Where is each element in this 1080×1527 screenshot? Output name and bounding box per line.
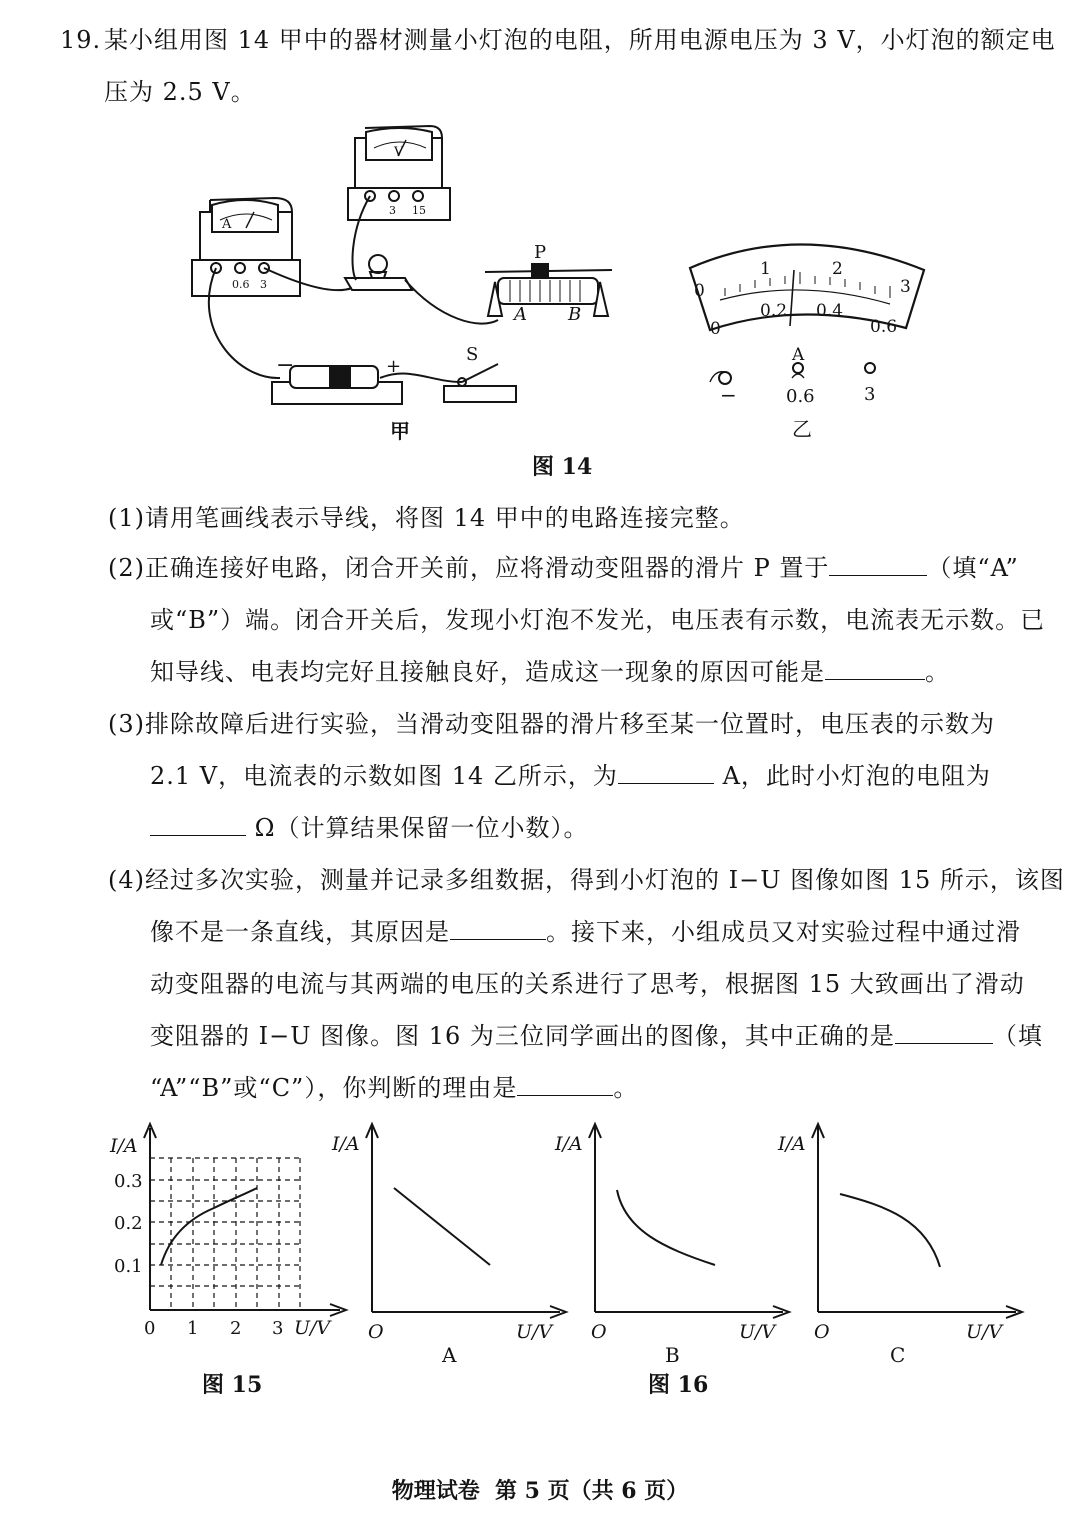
dial-terminal-3: 3 [864, 384, 876, 405]
fig16b-origin: O [591, 1321, 607, 1343]
fig16c-origin: O [814, 1321, 830, 1343]
fig15-y-tick-02: 0.2 [114, 1213, 143, 1234]
fig15-y-label: I/A [110, 1135, 138, 1157]
dial-terminal-minus: − [720, 383, 737, 407]
part-4-text-4a: 变阻器的 I−U 图像。图 16 为三位同学画出的图像，其中正确的是 [150, 1022, 895, 1050]
fig16c-y-label: I/A [778, 1133, 806, 1155]
part-4-text-5a: “A”“B”或“C”），你判断的理由是 [150, 1074, 518, 1102]
part-3-text-2a: 2.1 V，电流表的示数如图 14 乙所示，为 [150, 762, 618, 790]
part-4-line-5 [150, 1072, 638, 1104]
part-3-text-3b: Ω（计算结果保留一位小数）。 [254, 814, 589, 842]
part-4-line-2 [150, 916, 1021, 948]
dial-bottom-04: 0.4 [816, 301, 844, 321]
part-1: (1)请用笔画线表示导线，将图 14 甲中的电路连接完整。 [108, 504, 745, 532]
dial-bottom-02: 0.2 [760, 301, 788, 321]
part-2-text-1b: （填“A” [927, 554, 1019, 582]
part-4-line-1: (4)经过多次实验，测量并记录多组数据，得到小灯泡的 I−U 图像如图 15 所示，该图 [108, 866, 1065, 894]
part-4-line-3: 动变阻器的电流与其两端的电压的关系进行了思考，根据图 15 大致画出了滑动 [150, 970, 1025, 998]
part-4-line-4 [150, 1020, 1043, 1052]
voltmeter-terminal-3: 3 [389, 204, 396, 217]
answer-blank-3a[interactable] [618, 761, 714, 784]
part-4-text-2b: 。接下来，小组成员又对实验过程中通过滑 [546, 918, 1021, 946]
answer-blank-4b[interactable] [895, 1021, 993, 1044]
voltmeter-terminal-15: 15 [412, 204, 426, 217]
ammeter-dial [690, 244, 924, 384]
lamp [345, 255, 412, 290]
part-2-text-3b: 。 [925, 658, 950, 686]
figure-14 [180, 120, 960, 450]
fig16b-y-label: I/A [555, 1133, 583, 1155]
rheostat-end-a: A [514, 304, 527, 325]
switch-label-s: S [466, 344, 479, 365]
question-number: 19. [60, 26, 102, 54]
figure-16-panel-c [776, 1120, 1026, 1370]
part-4-text-2a: 像不是一条直线，其原因是 [150, 918, 450, 946]
dial-top-3: 3 [900, 277, 911, 297]
curve-c [840, 1194, 940, 1267]
fig15-x-tick-2: 2 [230, 1318, 242, 1339]
fig16-panel-label-a: A [442, 1343, 457, 1367]
dial-terminal-06: 0.6 [786, 386, 815, 407]
figure-14-caption: 图 14 [532, 454, 593, 480]
figure-15-caption: 图 15 [202, 1372, 263, 1398]
fig16c-x-label: U/V [966, 1321, 1003, 1343]
figure-16-panel-a [330, 1120, 570, 1370]
curve-a [394, 1188, 490, 1265]
dial-top-2: 2 [832, 259, 843, 279]
label-jia: 甲 [390, 419, 410, 443]
answer-blank-4c[interactable] [517, 1073, 613, 1096]
answer-blank-2b[interactable] [825, 657, 925, 680]
lamp-iu-curve [161, 1188, 257, 1265]
question-stem-line-2: 压为 2.5 V。 [104, 78, 256, 106]
dial-top-0: 0 [694, 281, 705, 301]
part-3-line-3 [150, 812, 589, 844]
fig15-y-tick-03: 0.3 [114, 1171, 143, 1192]
fig16a-x-label: U/V [516, 1321, 553, 1343]
ammeter-terminal-06: 0.6 [232, 278, 250, 291]
page-footer: 物理试卷 第 5 页（共 6 页） [391, 1478, 689, 1504]
answer-blank-3b[interactable] [150, 813, 246, 836]
part-2-line-1 [108, 552, 1019, 584]
part-3-line-2 [150, 760, 991, 792]
dial-bottom-06: 0.6 [870, 317, 898, 337]
fig16-panel-label-c: C [890, 1343, 906, 1367]
dial-top-1: 1 [760, 259, 771, 279]
fig15-x-tick-0: 0 [144, 1318, 156, 1339]
answer-blank-4a[interactable] [450, 917, 546, 940]
fig15-x-tick-3: 3 [272, 1318, 284, 1339]
battery-plus: + [386, 356, 402, 377]
question-stem-line-1: 某小组用图 14 甲中的器材测量小灯泡的电阻，所用电源电压为 3 V，小灯泡的额定电 [104, 26, 1056, 54]
dial-unit-a: A [792, 345, 805, 365]
battery-minus: − [276, 353, 295, 378]
fig15-y-tick-01: 0.1 [114, 1256, 143, 1277]
figure-16-caption: 图 16 [648, 1372, 709, 1398]
part-3-line-1: (3)排除故障后进行实验，当滑动变阻器的滑片移至某一位置时，电压表的示数为 [108, 710, 995, 738]
part-4-text-5b: 。 [613, 1074, 639, 1102]
part-2-text-1a: (2)正确连接好电路，闭合开关前，应将滑动变阻器的滑片 P 置于 [108, 554, 830, 582]
part-2-line-2: 或“B”）端。闭合开关后，发现小灯泡不发光，电压表有示数，电流表无示数。已 [150, 606, 1046, 634]
ammeter-letter: A [222, 217, 232, 232]
figure-15 [100, 1120, 350, 1350]
fig16a-y-label: I/A [332, 1133, 360, 1155]
ammeter-terminal-3: 3 [260, 278, 267, 291]
answer-blank-2a[interactable] [829, 553, 927, 576]
wire-lamp-rheostat [405, 280, 498, 324]
fig16-panel-label-b: B [665, 1343, 680, 1367]
fig16a-origin: O [368, 1321, 384, 1343]
voltmeter-letter: V [394, 145, 404, 160]
voltmeter [348, 126, 450, 220]
slider-label-p: P [534, 242, 547, 263]
dial-bottom-0: 0 [710, 319, 721, 339]
fig15-x-label: U/V [294, 1317, 331, 1339]
fig15-x-tick-1: 1 [187, 1318, 199, 1339]
rheostat-end-b: B [568, 304, 582, 325]
curve-b [617, 1190, 715, 1265]
part-3-text-2b: A，此时小灯泡的电阻为 [722, 762, 991, 790]
figure-16-panel-b [553, 1120, 793, 1370]
switch [444, 364, 516, 402]
part-2-line-3 [150, 656, 950, 688]
part-2-text-3a: 知导线、电表均完好且接触良好，造成这一现象的原因可能是 [150, 658, 825, 686]
part-4-text-4b: （填 [992, 1022, 1043, 1050]
label-yi: 乙 [792, 417, 812, 441]
rheostat [485, 264, 612, 316]
fig16b-x-label: U/V [739, 1321, 776, 1343]
